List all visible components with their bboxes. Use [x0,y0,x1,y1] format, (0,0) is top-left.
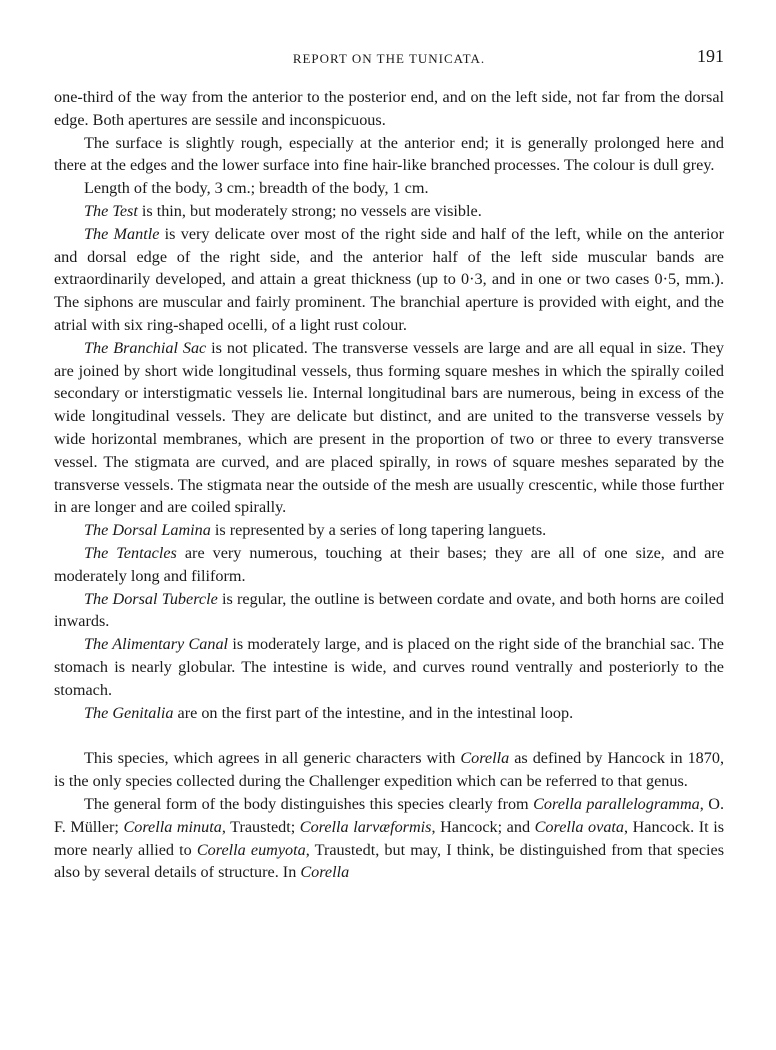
paragraph-dorsal-tubercle [54,588,724,634]
paragraph-branchial-sac [54,337,724,519]
paragraph-species-remarks [54,747,724,793]
italic-text: The Branchial Sac [84,338,207,357]
text-run: is thin, but moderately strong; no vessels are visible. [137,201,482,220]
text-run: The surface is slightly rough, especially at the anterior end; it is generally prolonged here and there at the edges and the lower surface into fine hair-like branched processes. The colour is dull grey. [54,133,724,175]
italic-text: Corella parallelogramma [533,794,700,813]
text-run: The general form of the body distinguishes this species clearly from [84,794,534,813]
paragraph-dimensions [54,177,724,200]
text-run: are very numerous, touching at their bases; they are all of one size, and are moderately long and filiform. [54,543,724,585]
text-run: , O. F. Müller; [54,794,724,836]
running-head [54,46,724,70]
paragraph-dorsal-lamina [54,519,724,542]
italic-text: Corella [460,749,510,768]
running-title: REPORT ON THE TUNICATA. [292,51,486,66]
paragraph-test [54,200,724,223]
paragraph-tentacles [54,542,724,588]
italic-text: Corella eumyota [196,840,306,859]
italic-text: The Genitalia [84,703,174,722]
italic-text: Corella ovata [534,817,624,836]
text-run: , Hancock. It is more nearly allied to [54,817,724,859]
text-run: is moderately large, and is placed on the right side of the branchial sac. The stomach is nearly globular. The intestine is wide, and curves round ventrally and posteriorly to the stomach. [54,635,724,699]
italic-text: Corella [300,863,350,882]
italic-text: Corella minuta [123,817,222,836]
text-run: is not plicated. The transverse vessels are large and are all equal in size. They are joined by short wide longitudinal vessels, thus forming square meshes in which the spirally coiled secondary or interstigmatic vessels lie. Internal longitudinal bars are numerous, being in excess of the wide longitudinal vessels. They are delicate but distinct, and are united to the transverse vessels by wide horizontal membranes, which are present in the proportion of two or three to every transverse vessel. The stigmata are curved, and are placed spirally, in rows of square meshes separated by the transverse vessels. The stigmata near the outside of the mesh are usually crescentic, while those further in are longer and are coiled spirally. [54,338,724,517]
text-run: , Hancock; and [431,817,535,836]
paragraph-alimentary-canal [54,633,724,701]
text-run: Length of the body, 3 cm.; breadth of the body, 1 cm. [84,179,429,198]
paragraph-comparison [54,793,724,884]
italic-text: The Dorsal Tubercle [84,589,218,608]
body-text [54,86,724,884]
italic-text: The Mantle [84,224,160,243]
italic-text: Corella larvæformis [299,817,432,836]
text-run: is represented by a series of long tapering languets. [210,521,547,540]
italic-text: The Alimentary Canal [84,635,229,654]
paragraph-surface [54,132,724,178]
paragraph-continued [54,86,724,132]
paragraph-mantle [54,223,724,337]
page-number: 191 [697,46,724,66]
text-run: is regular, the outline is between cordate and ovate, and both horns are coiled inwards. [54,589,724,631]
italic-text: The Dorsal Lamina [84,521,211,540]
text-run: This species, which agrees in all generic characters with [84,749,461,768]
text-run: , Traustedt; [221,817,300,836]
italic-text: The Tentacles [84,543,177,562]
text-run: one-third of the way from the anterior to the posterior end, and on the left side, not far from the dorsal edge. Both apertures are sessile and inconspicuous. [54,88,724,129]
text-run: are on the first part of the intestine, and in the intestinal loop. [173,703,574,722]
text-run: , Traustedt, but may, I think, be distinguished from that species also by several details of structure. In [54,840,724,882]
text-run: is very delicate over most of the right side and half of the left, while on the anterior and dorsal edge of the right side, and the anterior half of the left side muscular bands are extraordinarily developed, and attain a great thickness (up to 0·3, and in one or two cases 0·5, mm.). The siphons are muscular and fairly prominent. The branchial aperture is provided with eight, and the atrial with six ring-shaped ocelli, of a light rust colour. [54,224,724,334]
paragraph-genitalia [54,702,724,725]
text-run: as defined by Hancock in 1870, is the only species collected during the Challenger expedition which can be referred to that genus. [54,749,725,791]
italic-text: The Test [84,201,138,220]
